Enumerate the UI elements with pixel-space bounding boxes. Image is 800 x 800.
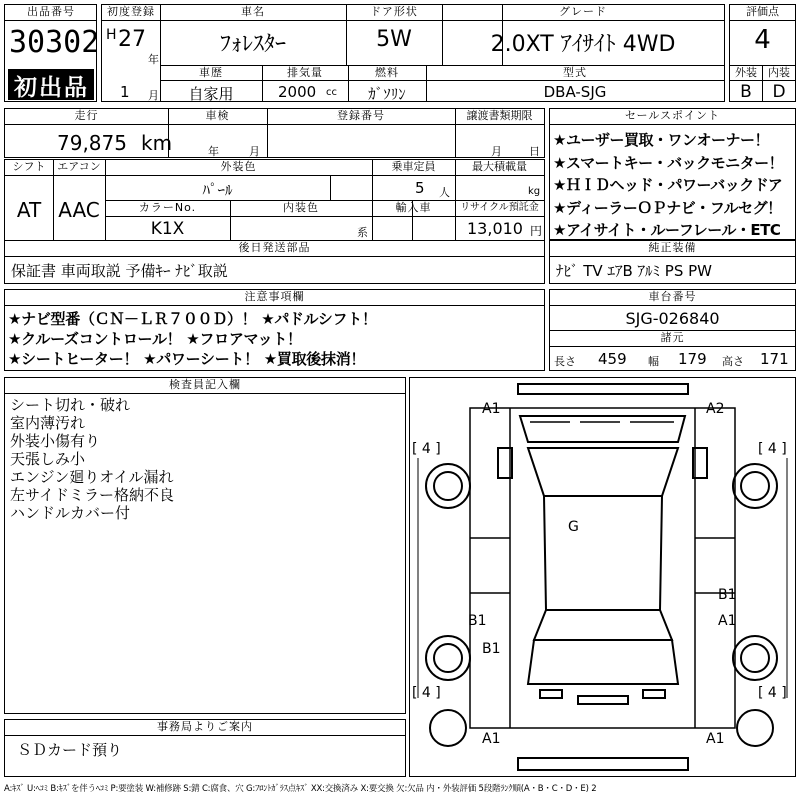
- mileage-unit: km: [141, 131, 173, 155]
- wheel-br: [737, 710, 773, 746]
- first-listing-badge: [8, 69, 94, 100]
- wheel-fr: [733, 464, 777, 508]
- car-name: ﾌｫﾚｽﾀｰ: [219, 32, 286, 57]
- inspector-line: エンジン廻りオイル漏れ: [10, 468, 174, 486]
- inspector-box: [4, 377, 406, 714]
- sales-point-item: ★ディーラーＯＰナビ・フルセグ！: [553, 198, 782, 217]
- model-label: 型式: [563, 66, 587, 79]
- exterior-grade: B: [740, 82, 752, 102]
- genuine-equipment-box: [549, 240, 796, 284]
- note-line: ★クルーズコントロール！ ★フロアマット！: [8, 330, 302, 348]
- interior-color-label: 内装色: [283, 201, 319, 214]
- wheel-fr-inner: [741, 472, 769, 500]
- tailgate: [528, 640, 678, 684]
- damage-right-rear: A1: [718, 613, 737, 629]
- width-label: 幅: [648, 355, 659, 368]
- windshield: [528, 448, 678, 496]
- score-box: [729, 4, 796, 102]
- note-line: ★ナビ型番（ＣＮ－ＬＲ７００Ｄ）！ ★パドルシフト！: [8, 310, 377, 328]
- chassis-number: SJG-026840: [625, 309, 720, 328]
- office-note: ＳＤカード預り: [17, 741, 123, 759]
- inspector-label: 検査員記入欄: [169, 378, 241, 391]
- wheel-rl: [426, 636, 470, 680]
- tire-tread-rl: [ 4 ]: [412, 685, 441, 701]
- rear-light-right: [643, 690, 665, 698]
- side-lines: [510, 408, 695, 728]
- exterior-label: 外装: [735, 66, 757, 79]
- damage-front-left: A1: [482, 401, 501, 417]
- inspector-line: 左サイドミラー格納不良: [10, 486, 174, 504]
- transfer-month-unit: 月: [491, 145, 502, 158]
- length: 459: [598, 350, 627, 368]
- interior-label: 内装: [768, 66, 790, 79]
- grade: 2.0XT ｱｲｻｲﾄ 4WD: [490, 32, 676, 57]
- recycle-unit: 円: [530, 224, 543, 238]
- notes-label: 注意事項欄: [244, 290, 305, 303]
- sales-points-list: [553, 129, 783, 242]
- damage-rear-right: A1: [706, 731, 725, 747]
- dims-label: 諸元: [660, 331, 685, 344]
- sales-point-item: ★アイサイト・ルーフレール・ETC: [553, 221, 781, 239]
- damage-left-door: B1: [468, 613, 487, 629]
- aircon: AAC: [58, 198, 100, 222]
- car-name-label: 車名: [241, 5, 265, 18]
- first-registration-label: 初度登録: [107, 5, 155, 18]
- later-parts: 保証書 車両取説 予備ｷｰ ﾅﾋﾞ取説: [11, 262, 228, 280]
- damage-roof: G: [568, 519, 579, 535]
- damage-right-door: B1: [718, 587, 737, 603]
- rear-light-left: [540, 690, 562, 698]
- grade-label: グレード: [559, 5, 607, 18]
- import-label: 輸入車: [395, 201, 432, 214]
- era-prefix: H: [106, 27, 117, 43]
- capacity-unit: 人: [439, 186, 450, 199]
- capacity-label: 乗車定員: [391, 160, 436, 173]
- model: DBA-SJG: [543, 83, 607, 101]
- wheel-rr-inner: [741, 644, 769, 672]
- note-line: ★シートヒーター！ ★パワーシート！ ★買取後抹消！: [8, 350, 366, 368]
- inspector-line: 室内薄汚れ: [10, 414, 86, 432]
- transfer-deadline-label: 譲渡書類期限: [466, 109, 533, 122]
- interior-grade: D: [772, 82, 786, 102]
- inspector-line: 天張しみ小: [10, 450, 86, 468]
- wheel-fl-inner: [434, 472, 462, 500]
- shift: AT: [16, 198, 42, 222]
- inspector-line: 外装小傷有り: [10, 432, 101, 450]
- capacity: 5: [415, 179, 425, 197]
- roof: [544, 496, 662, 610]
- history-label: 車歴: [199, 66, 223, 79]
- fuel-label: 燃料: [375, 66, 399, 79]
- office-box: [4, 719, 406, 777]
- damage-front-right: A2: [706, 401, 725, 417]
- history: 自家用: [188, 85, 234, 103]
- inspection-label: 車検: [205, 109, 230, 122]
- chassis-dims-box: [549, 289, 796, 371]
- color-no: K1X: [150, 219, 185, 239]
- exterior-color-label: 外装色: [220, 160, 257, 173]
- mileage-label: 走行: [74, 109, 99, 122]
- later-parts-box: [4, 240, 545, 284]
- displacement-unit: cc: [326, 87, 337, 98]
- sales-point-item: ★ユーザー買取・ワンオーナー！: [553, 131, 769, 149]
- car-outline-svg: [410, 378, 795, 776]
- lot-number-label: 出品番号: [5, 5, 97, 21]
- top-bumper: [518, 384, 688, 394]
- height: 171: [760, 350, 789, 368]
- chassis-label: 車台番号: [648, 290, 697, 303]
- color-no-label: カラーNo.: [138, 201, 197, 214]
- inspection-month-unit: 月: [249, 145, 260, 158]
- sales-points-box: [549, 108, 796, 240]
- shift-label: シフト: [12, 160, 46, 173]
- damage-rear-left: A1: [482, 731, 501, 747]
- max-load-label: 最大積載量: [472, 160, 527, 173]
- displacement-label: 排気量: [287, 66, 323, 79]
- genuine-equipment: ﾅﾋﾞ TV ｴｱB ｱﾙﾐ PS PW: [556, 262, 712, 280]
- mileage-row: [4, 108, 545, 158]
- mileage: 79,875: [57, 131, 127, 155]
- sales-point-item: ★ＨＩＤヘッド・パワーバックドア: [553, 176, 783, 194]
- door-type: 5W: [376, 27, 412, 52]
- height-label: 高さ: [722, 355, 744, 368]
- year-unit: 年: [148, 53, 159, 66]
- first-listing-label: 初出品: [14, 75, 89, 101]
- recycle-deposit: 13,010: [467, 219, 523, 238]
- damage-diagram: [409, 377, 796, 777]
- interior-color-unit: 系: [357, 226, 368, 239]
- tire-tread-rr: [ 4 ]: [758, 685, 787, 701]
- displacement: 2000: [278, 83, 317, 101]
- tire-tread-fl: [ 4 ]: [412, 441, 441, 457]
- fuel: ｶﾞｿﾘﾝ: [368, 85, 406, 103]
- sales-point-item: ★スマートキー・バックモニター！: [553, 153, 784, 172]
- score: 4: [754, 25, 771, 55]
- wheel-rl-inner: [434, 644, 462, 672]
- transfer-day-unit: 日: [529, 145, 540, 158]
- sales-points-label: セールスポイント: [624, 109, 720, 122]
- specs-table: [4, 159, 545, 241]
- inspector-list: [10, 396, 174, 522]
- hood: [520, 416, 685, 442]
- month-unit: 月: [148, 89, 159, 102]
- rear-window: [534, 610, 672, 640]
- office-label: 事務局よりご案内: [157, 720, 253, 733]
- inspector-line: シート切れ・破れ: [10, 396, 131, 414]
- license-plate-area: [578, 696, 628, 704]
- bottom-bumper: [518, 758, 688, 770]
- registration-year: 27: [118, 27, 146, 52]
- inspection-year-unit: 年: [208, 145, 219, 158]
- score-label: 評価点: [746, 5, 779, 18]
- notes-box: [4, 289, 545, 371]
- inspector-line: ハンドルカバー付: [10, 504, 131, 522]
- door-label: ドア形状: [370, 5, 418, 18]
- later-parts-label: 後日発送部品: [238, 241, 311, 254]
- notes-list: [8, 309, 377, 369]
- lot-number-box: [4, 4, 100, 102]
- aircon-label: エアコン: [57, 160, 101, 173]
- genuine-equipment-label: 純正装備: [648, 241, 697, 254]
- wheel-bl: [430, 710, 466, 746]
- damage-left-rear: B1: [482, 641, 501, 657]
- tire-tread-fr: [ 4 ]: [758, 441, 787, 457]
- recycle-label: リサイクル預託金: [460, 202, 539, 213]
- width: 179: [678, 350, 707, 368]
- legend: A:ｷｽﾞ U:ﾍｺﾐ B:ｷｽﾞを伴うﾍｺﾐ P:要塗装 W:補修跡 S:錆 C:腐食、穴 G:ﾌﾛﾝﾄｶﾞﾗｽ点ｷｽﾞ XX:交換済み X:要交換 欠:欠品 内・外装評価 5段階ﾗﾝｸ順(A・B・C・D・E) 2: [4, 784, 597, 794]
- lot-number: 30302: [9, 25, 100, 60]
- plate-label: 登録番号: [337, 109, 385, 122]
- max-load-unit: kg: [528, 186, 541, 197]
- registration-month: 1: [120, 83, 130, 101]
- vehicle-header: [101, 4, 725, 102]
- exterior-color: ﾊﾟｰﾙ: [202, 181, 233, 199]
- wheel-fl: [426, 464, 470, 508]
- length-label: 長さ: [554, 355, 576, 368]
- wheel-rr: [733, 636, 777, 680]
